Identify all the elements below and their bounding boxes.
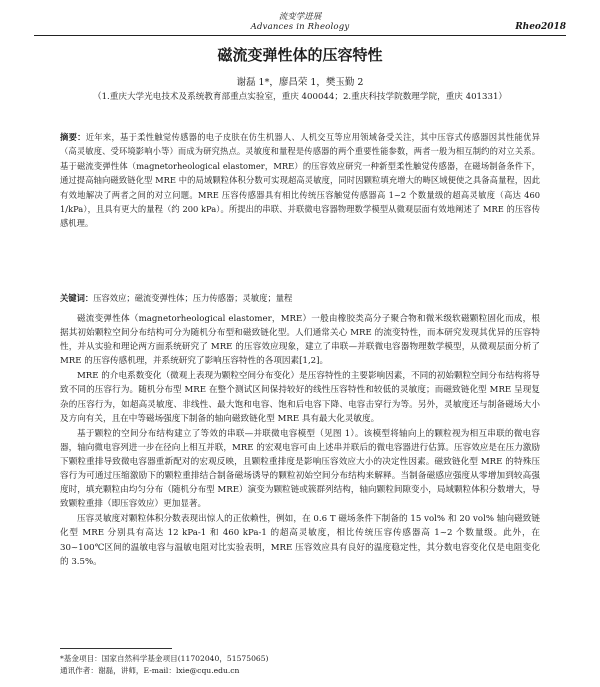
author-line: 谢磊 1*，廖昌荣 1，樊玉勤 2 <box>236 77 364 88</box>
header-rule <box>34 35 566 36</box>
journal-name-en: Advances in Rheology <box>250 22 350 32</box>
abstract-text: 近年来，基于柔性触觉传感器的电子皮肤在仿生机器人、人机交互等应用领域备受关注，其中压容式传感器因其性能优异（高灵敏度、受环境影响小等）而成为研究热点。灵敏度和量程是传感器的两个重要性能参数，两者一般为相互制约的对立关系。基于磁流变弹性体（magnetorheological elastomer，MRE）的压容效应研究一种新型柔性触觉传感器，在磁场制备条件下，通过提高轴向磁致链化型 MRE 中的局域颗粒体积分数可实现超高灵敏度，同时因颗粒填充增大的畴区域便使之具备高量程，因此有效地解决了两者之间的对立问题。MRE 压容传感器具有相比传统压容触觉传感器高 1~2 个数量级的超高灵敏度（高达 460 1/kPa），且具有更大的量程（约 200 kPa）。所提出的串联、并联微电容器物理数学模型从微观层面有效地阐述了 MRE 的压容传感机理。 <box>60 132 540 229</box>
paragraph: 压容灵敏度对颗粒体积分数表现出惊人的正依赖性，例如，在 0.6 T 磁场条件下制备的 15 vol% 和 20 vol% 轴向磁致链化型 MRE 分别具有高达 12 kPa-1 和 460 kPa-1 的超高灵敏度，相比传统压容传感器高 1~2 个数量级。此外，在 30~100℃区间的温敏电容与温敏电阻对比实验表明，MRE 压容效应具有良好的温度稳定性，其分数电容变化仅是电阻变化的 3.5%。 <box>60 514 540 567</box>
footnote <box>60 653 540 677</box>
paragraph: 磁流变弹性体（magnetorheological elastomer，MRE）一般由橡胶类高分子聚合物和微米级软磁颗粒固化而成，根据其初始颗粒空间分布结构可分为随机分布型和磁致链化型。人们通常关心 MRE 的流变特性，而本研究发现其优异的压容特性，并从实验和理论两方面系统研究了 MRE 的压容效应现象，建立了串联—并联微电容器物理数学模型，从微观层面分析了 MRE 的压容传感机理，并系统研究了影响压容特性的各项因素[1,2]。 <box>60 314 540 367</box>
conference-mark: Rheo2018 <box>515 22 566 32</box>
paragraph: MRE 的介电系数变化（微观上表现为颗粒空间分布变化）是压容特性的主要影响因素，不同的初始颗粒空间分布结构将导致不同的压容行为。随机分布型 MRE 在整个测试区间保持较好的线性压容特性和较低的灵敏度；而磁致链化型 MRE 呈现复杂的压容行为，如超高灵敏度、非线性、最大饱和电容、饱和后电容下降、电容击穿行为等。另外，灵敏度还与制备磁场大小及方向有关，且在中等磁场强度下制备的轴向磁致链化型 MRE 具有最大化灵敏度。 <box>60 371 540 424</box>
paragraph: 基于颗粒的空间分布结构建立了等效的串联—并联微电容模型（见图 1）。该模型将轴向上的颗粒视为相互串联的微电容器，轴向微电容列进一步在径向上相互并联，MRE 的宏观电容可由上述串并联后的微电容器进行估算。压容效应是在压力激励下颗粒重排导致微电容器重新配对的宏观反映，且颗粒重排度是影响压容效应大小的决定性因素。磁致链化型 MRE 的特殊压容行为可通过压缩激励下的颗粒重排结合制备磁场诱导的颗粒初始空间分布结构来解释。当制备磁感应强度从零增加到较高强度时，填充颗粒由均匀分布（随机分布型 MRE）演变为颗粒链或簇群列结构，轴向颗粒间隙变小，局域颗粒体积分数增大，导致颗粒重排（即压容效应）更加显著。 <box>60 428 540 510</box>
fund-note: *基金项目：国家自然科学基金项目(11702040，51575065) <box>60 654 269 663</box>
contact-note: 通讯作者：谢磊，讲师，E-mail：lxie@cqu.edu.cn <box>60 666 240 675</box>
keywords-label: 关键词： <box>60 293 94 303</box>
affiliation: （1.重庆大学光电技术及系统教育部重点实验室，重庆 400044；2.重庆科技学院数理学院，重庆 401331） <box>92 92 508 102</box>
keywords-text: 压容效应；磁流变弹性体；压力传感器；灵敏度；量程 <box>93 293 293 303</box>
abstract-label: 摘要： <box>60 132 86 142</box>
body-text <box>60 312 540 570</box>
running-header <box>0 12 600 36</box>
keywords <box>60 292 540 304</box>
footnote-rule <box>60 648 172 649</box>
abstract <box>60 130 540 231</box>
journal-name-cn: 流变学进展 <box>278 12 322 22</box>
paper-title: 磁流变弹性体的压容特性 <box>217 46 383 64</box>
